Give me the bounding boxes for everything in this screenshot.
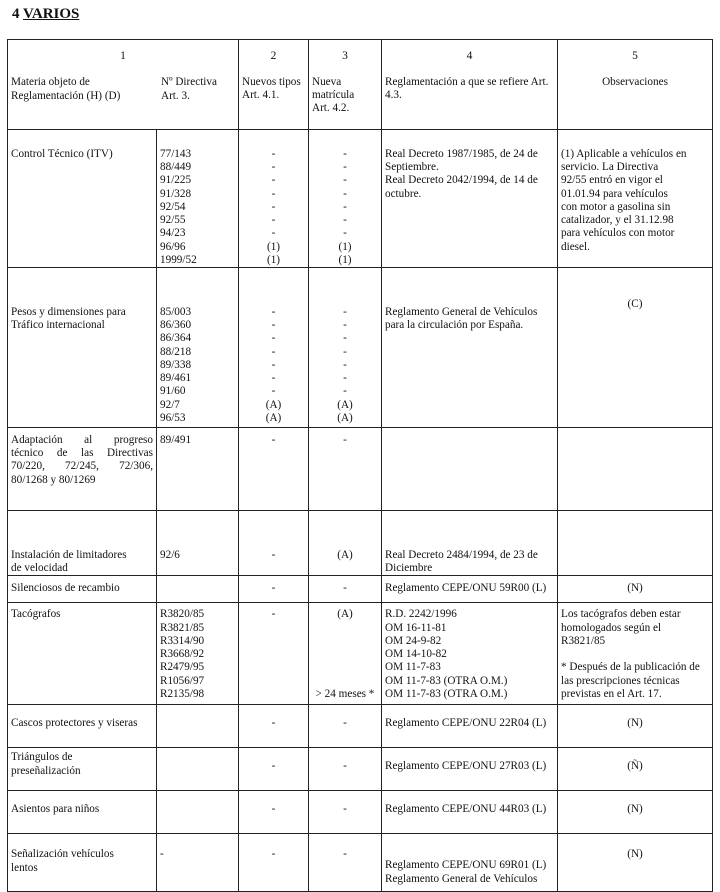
header-col-1-number: 1 [120, 50, 126, 62]
reglamentacion-line: Reglamento CEPE/ONU 44R03 (L) [385, 803, 547, 816]
nueva-matricula-value [312, 648, 378, 661]
directiva-number: 1999/52 [160, 253, 197, 266]
materia-line: 70/220, 72/245, 72/306, [11, 460, 153, 473]
directiva-number: 92/7 [160, 398, 180, 411]
nuevos-tipos-value: (1) [266, 240, 281, 253]
header-col-2-label-a: Nuevos tipos [242, 75, 301, 88]
reglamentacion-line: para la circulación por España. [385, 319, 524, 332]
observaciones-line: previstas en el Art. 17. [561, 687, 662, 700]
nueva-matricula-cell [309, 705, 382, 748]
directiva-number: R1056/97 [160, 674, 205, 687]
reglamentacion-cell [382, 834, 558, 892]
nuevos-tipos-value: (A) [265, 398, 282, 411]
reglamentacion-line: OM 16-11-81 [385, 621, 447, 634]
reglamentacion-cell [382, 576, 558, 603]
nuevos-tipos-cell [239, 427, 309, 510]
materia-cell [8, 130, 157, 268]
nuevos-tipos-cell [239, 834, 309, 892]
nueva-matricula-value: (A) [337, 608, 353, 621]
nueva-matricula-value: - [343, 148, 347, 160]
header-col-4-label-b: 4.3. [385, 88, 402, 101]
nuevos-tipos-value: - [271, 161, 276, 174]
section-heading [12, 6, 79, 23]
directiva-number: R3668/92 [160, 648, 205, 661]
header-col-4-number: 4 [466, 50, 473, 62]
header-col-2 [239, 40, 309, 130]
observaciones-cell [558, 576, 713, 603]
materia-line: técnico de las Directivas [11, 447, 153, 460]
table-row [8, 603, 713, 705]
materia-cell [8, 705, 157, 748]
table-row [8, 705, 713, 748]
reglamentacion-line: Real Decreto 2484/1994, de 23 de [385, 548, 538, 561]
directiva-number: R2479/95 [160, 661, 205, 674]
observaciones-line: 92/55 entró en vigor el [561, 174, 663, 187]
reglamentacion-line: Reglamento CEPE/ONU 27R03 (L) [385, 760, 547, 773]
nueva-matricula-cell [309, 748, 382, 791]
materia-line: Triángulos de [11, 751, 73, 764]
directiva-number: 88/218 [160, 345, 192, 358]
materia-cell [8, 748, 157, 791]
observaciones-line: (N) [627, 848, 643, 861]
nuevos-tipos-cell [239, 130, 309, 268]
header-col-4-label-a: Reglamentación a que se refiere Art. [385, 75, 549, 88]
observaciones-cell [558, 267, 713, 427]
nueva-matricula-cell [309, 791, 382, 834]
table-row [8, 576, 713, 603]
directiva-number: 85/003 [160, 305, 192, 318]
materia-line: de velocidad [11, 562, 68, 575]
directiva-number: R3314/90 [160, 634, 205, 647]
nuevos-tipos-value: - [271, 608, 276, 621]
materia-cell [8, 791, 157, 834]
materia-line: Control Técnico (ITV) [11, 148, 113, 160]
materia-line: Tráfico internacional [11, 319, 105, 332]
observaciones-line: (C) [627, 297, 643, 310]
header-col-3-label-b: matrícula [312, 88, 355, 101]
materia-cell [8, 267, 157, 427]
materia-line: Señalización vehículos [11, 848, 114, 861]
directiva-number: 88/449 [160, 161, 192, 174]
reglamentacion-line: Real Decreto 1987/1985, de 24 de [385, 148, 538, 160]
table-row [8, 834, 713, 892]
nuevos-tipos-value: - [271, 148, 276, 160]
directiva-cell [157, 427, 239, 510]
nueva-matricula-value: (1) [338, 253, 352, 266]
directiva-number: 89/338 [160, 358, 192, 371]
directiva-number: R3820/85 [160, 608, 205, 621]
nueva-matricula-cell [309, 510, 382, 575]
nuevos-tipos-value: - [271, 214, 276, 227]
directiva-number: R3821/85 [160, 621, 205, 634]
nuevos-tipos-cell [239, 510, 309, 575]
nuevos-tipos-value: - [271, 174, 276, 187]
nueva-matricula-value: - [343, 319, 347, 332]
reglamentacion-cell [382, 267, 558, 427]
nueva-matricula-value: - [343, 760, 347, 773]
directiva-cell [157, 791, 239, 834]
observaciones-line: homologados según el [561, 621, 662, 634]
observaciones-cell [558, 705, 713, 748]
nueva-matricula-value: (1) [338, 240, 352, 253]
nueva-matricula-value: - [343, 345, 347, 358]
reglamentacion-line: Reglamento General de Vehículos [385, 305, 538, 318]
reglamentacion-cell [382, 705, 558, 748]
nuevos-tipos-cell [239, 603, 309, 705]
nueva-matricula-value: - [343, 803, 347, 816]
header-col-1-label-a: Materia objeto de [11, 75, 90, 88]
reglamentacion-line: Septiembre. [385, 161, 439, 174]
nueva-matricula-value: - [343, 848, 347, 861]
nueva-matricula-cell [309, 130, 382, 268]
materia-line: Pesos y dimensiones para [11, 305, 126, 318]
directiva-number: 92/6 [160, 548, 180, 561]
directiva-number: 77/143 [160, 148, 192, 160]
directiva-number: 92/55 [160, 214, 186, 227]
directiva-number: 91/225 [160, 174, 192, 187]
nueva-matricula-value: (A) [337, 548, 353, 561]
reglamentacion-line: OM 11-7-83 [385, 661, 441, 674]
header-col-4 [382, 40, 558, 130]
observaciones-line: * Después de la publicación de [561, 661, 700, 674]
observaciones-line [561, 648, 709, 661]
nuevos-tipos-value: - [271, 548, 276, 561]
materia-cell [8, 603, 157, 705]
directiva-cell [157, 603, 239, 705]
reglamentacion-cell [382, 603, 558, 705]
observaciones-line: (N) [627, 803, 643, 816]
directiva-number: 86/360 [160, 319, 192, 332]
nuevos-tipos-value: - [271, 319, 276, 332]
directiva-number: R2135/98 [160, 687, 205, 700]
nueva-matricula-value: - [343, 582, 347, 595]
header-col-3-number: 3 [342, 50, 348, 62]
reglamentacion-line: OM 24-9-82 [385, 634, 442, 647]
observaciones-cell [558, 427, 713, 510]
nueva-matricula-value: - [343, 161, 347, 174]
reglamentacion-cell [382, 791, 558, 834]
directiva-cell [157, 267, 239, 427]
nuevos-tipos-value: - [271, 305, 276, 318]
nueva-matricula-value: - [343, 305, 347, 318]
nuevos-tipos-value: - [271, 848, 276, 861]
reglamentacion-line: Reglamento CEPE/ONU 22R04 (L) [385, 717, 547, 730]
observaciones-line: las prescripciones técnicas [561, 674, 680, 687]
section-title: VARIOS [22, 6, 80, 22]
header-col-2-label-b: Art. 4.1. [242, 88, 280, 101]
materia-cell [8, 576, 157, 603]
directiva-cell [157, 834, 239, 892]
nuevos-tipos-value: - [271, 187, 276, 200]
observaciones-cell [558, 834, 713, 892]
directiva-number: 94/23 [160, 227, 186, 240]
header-col-5-number: 5 [632, 50, 638, 62]
observaciones-line: 01.01.94 para vehículos [561, 187, 668, 200]
nueva-matricula-value: (A) [337, 398, 353, 411]
nueva-matricula-value [312, 661, 378, 674]
observaciones-line: (N) [627, 582, 643, 595]
nuevos-tipos-value: - [271, 433, 276, 446]
directiva-number: - [160, 848, 164, 861]
nuevos-tipos-cell [239, 748, 309, 791]
table-row [8, 130, 713, 268]
nueva-matricula-value [312, 622, 378, 635]
reglamentacion-cell [382, 510, 558, 575]
observaciones-line: para vehículos con motor [561, 227, 675, 240]
nueva-matricula-value: (A) [337, 411, 353, 424]
nueva-matricula-value: - [343, 174, 347, 187]
nuevos-tipos-value: - [271, 372, 276, 385]
nueva-matricula-cell [309, 267, 382, 427]
nuevos-tipos-value: - [271, 717, 276, 730]
nuevos-tipos-cell [239, 705, 309, 748]
materia-line: Instalación de limitadores [11, 548, 127, 561]
observaciones-cell [558, 130, 713, 268]
reglamentacion-cell [382, 427, 558, 510]
materia-line: Tacógrafos [11, 608, 61, 621]
materia-line: lentos [11, 861, 38, 874]
nuevos-tipos-value: - [271, 345, 276, 358]
directiva-number: 86/364 [160, 332, 192, 345]
observaciones-cell [558, 791, 713, 834]
section-number: 4 [12, 6, 20, 22]
table-row [8, 510, 713, 575]
reglamentacion-line: Diciembre [385, 562, 433, 575]
materia-line: 80/1268 y 80/1269 [11, 473, 96, 486]
reglamentacion-line: OM 11-7-83 (OTRA O.M.) [385, 687, 508, 700]
materia-line: Silenciosos de recambio [11, 582, 120, 595]
reglamentacion-line: R.D. 2242/1996 [385, 608, 457, 621]
nueva-matricula-value: - [343, 214, 347, 227]
nuevos-tipos-value: - [271, 803, 276, 816]
observaciones-cell [558, 748, 713, 791]
observaciones-line: (Ñ) [627, 760, 643, 773]
observaciones-line: catalizador, y el 31.12.98 [561, 214, 674, 227]
directiva-number: 89/461 [160, 372, 192, 385]
materia-line: Cascos protectores y viseras [11, 717, 138, 730]
header-col-1-label-d: Art. 3. [161, 89, 190, 102]
nuevos-tipos-cell [239, 576, 309, 603]
nuevos-tipos-value: - [271, 332, 276, 345]
nuevos-tipos-value: - [271, 200, 276, 213]
header-col-1-label-b: Reglamentación (H) (D) [11, 89, 121, 102]
nuevos-tipos-value: - [271, 227, 276, 240]
directiva-number: 91/328 [160, 187, 192, 200]
reglamentacion-cell [382, 748, 558, 791]
nueva-matricula-cell [309, 603, 382, 705]
directiva-cell [157, 748, 239, 791]
directiva-number: 92/54 [160, 200, 186, 213]
nuevos-tipos-value: (A) [265, 411, 282, 424]
reglamentacion-line: octubre. [385, 187, 422, 200]
nueva-matricula-value [312, 635, 378, 648]
nueva-matricula-cell [309, 834, 382, 892]
observaciones-line: (N) [627, 717, 643, 730]
nueva-matricula-value: - [343, 358, 347, 371]
table-row [8, 791, 713, 834]
directiva-cell [157, 576, 239, 603]
nueva-matricula-value: - [343, 332, 347, 345]
directiva-cell [157, 130, 239, 268]
observaciones-line: R3821/85 [561, 634, 606, 647]
materia-cell [8, 834, 157, 892]
nuevos-tipos-value: - [271, 358, 276, 371]
header-col-3-label-c: Art. 4.2. [312, 102, 350, 114]
table-row [8, 427, 713, 510]
materia-line: preseñalización [11, 764, 81, 777]
nueva-matricula-value: - [343, 433, 347, 446]
header-col-5 [558, 40, 713, 130]
materia-line: Adaptación al progreso [11, 433, 153, 446]
directiva-cell [157, 510, 239, 575]
nueva-matricula-value: > 24 meses * [315, 687, 375, 700]
header-col-2-number: 2 [270, 50, 277, 62]
header-row [8, 40, 713, 130]
nuevos-tipos-value: (1) [266, 253, 281, 266]
observaciones-cell [558, 510, 713, 575]
reglamentacion-line: Reglamento CEPE/ONU 59R00 (L) [385, 582, 547, 595]
nueva-matricula-cell [309, 576, 382, 603]
directiva-cell [157, 705, 239, 748]
nueva-matricula-value [312, 675, 378, 688]
header-col-1-label-c: Nº Directiva [161, 75, 217, 88]
reglamentacion-line: Reglamento CEPE/ONU 69R01 (L) [385, 859, 547, 872]
reglamentacion-cell [382, 130, 558, 268]
header-col-3 [309, 40, 382, 130]
nuevos-tipos-value: - [271, 760, 276, 773]
materia-line: Asientos para niños [11, 803, 100, 816]
header-col-3-label-a: Nueva [312, 75, 342, 88]
observaciones-line: con motor a gasolina sin [561, 200, 671, 213]
observaciones-line: Los tacógrafos deben estar [561, 608, 681, 621]
nueva-matricula-cell [309, 427, 382, 510]
regulation-table [7, 39, 713, 892]
nueva-matricula-value: - [343, 187, 347, 200]
directiva-number: 89/491 [160, 433, 192, 446]
nuevos-tipos-cell [239, 791, 309, 834]
nueva-matricula-value: - [343, 227, 347, 240]
reglamentacion-line: Real Decreto 2042/1994, de 14 de [385, 174, 538, 187]
observaciones-line: servicio. La Directiva [561, 161, 659, 174]
table-row [8, 748, 713, 791]
directiva-number: 96/96 [160, 240, 186, 253]
table-row [8, 267, 713, 427]
observaciones-line: (1) Aplicable a vehículos en [561, 148, 687, 160]
materia-cell [8, 427, 157, 510]
nueva-matricula-value: - [343, 717, 347, 730]
directiva-number: 96/53 [160, 411, 186, 424]
reglamentacion-line: OM 11-7-83 (OTRA O.M.) [385, 674, 508, 687]
header-col-1 [8, 40, 239, 130]
nueva-matricula-value: - [343, 200, 347, 213]
nueva-matricula-value: - [343, 385, 347, 398]
reglamentacion-line: Reglamento General de Vehículos [385, 872, 538, 885]
nueva-matricula-value: - [343, 372, 347, 385]
reglamentacion-line: OM 14-10-82 [385, 648, 447, 661]
header-col-5-label-a: Observaciones [602, 75, 668, 88]
directiva-number: 91/60 [160, 385, 186, 398]
nuevos-tipos-value: - [271, 385, 276, 398]
observaciones-line: diesel. [561, 240, 590, 253]
observaciones-cell [558, 603, 713, 705]
nuevos-tipos-value: - [271, 582, 276, 595]
nuevos-tipos-cell [239, 267, 309, 427]
materia-cell [8, 510, 157, 575]
